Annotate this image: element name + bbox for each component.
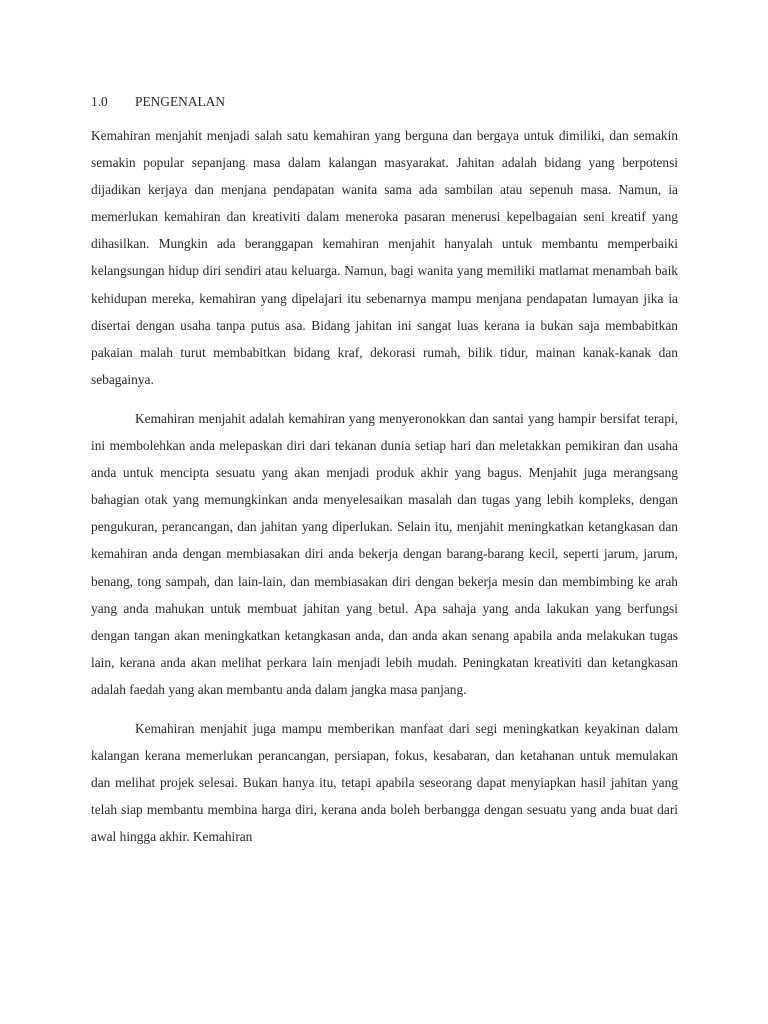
paragraph-1: Kemahiran menjahit menjadi salah satu kemahiran yang berguna dan bergaya untuk dimiliki, dan semakin semakin popular sepanjang masa dalam kalangan masyarakat. Jahitan adalah bidang yang berpotensi dijadikan kerjaya dan menjana pendapatan wanita sama ada sambilan atau sepenuh masa. Namun, ia memerlukan kemahiran dan kreativiti dalam meneroka pasaran menerusi kepelbagaian seni kreatif yang dihasilkan. Mungkin ada beranggapan kemahiran menjahit hanyalah untuk membantu memperbaiki kelangsungan hidup diri sendiri atau keluarga. Namun, bagi wanita yang memiliki matlamat menambah baik kehidupan mereka, kemahiran yang dipelajari itu sebenarnya mampu menjana pendapatan lumayan jika ia disertai dengan usaha tanpa putus asa. Bidang jahitan ini sangat luas kerana ia bukan saja membabitkan pakaian malah turut membabitkan bidang kraf, dekorasi rumah, bilik tidur, mainan kanak-kanak dan sebagainya. [91,128,678,387]
section-heading [91,92,678,112]
paragraph-2: Kemahiran menjahit adalah kemahiran yang menyeronokkan dan santai yang hampir bersifat terapi, ini membolehkan anda melepaskan diri dari tekanan dunia setiap hari dan meletakkan pemikiran dan usaha anda untuk mencipta sesuatu yang akan menjadi produk akhir yang bagus. Menjahit juga merangsang bahagian otak yang memungkinkan anda menyelesaikan masalah dan tugas yang lebih kompleks, dengan pengukuran, perancangan, dan jahitan yang diperlukan. Selain itu, menjahit meningkatkan ketangkasan dan kemahiran anda dengan membiasakan diri anda bekerja dengan barang-barang kecil, seperti jarum, jarum, benang, tong sampah, dan lain-lain, dan membiasakan diri dengan bekerja mesin dan membimbing ke arah yang anda mahukan untuk membuat jahitan yang betul. Apa sahaja yang anda lakukan yang berfungsi dengan tangan akan meningkatkan ketangkasan anda, dan anda akan senang apabila anda melakukan tugas lain, kerana anda akan melihat perkara lain menjadi lebih mudah. Peningkatan kreativiti dan ketangkasan adalah faedah yang akan membantu anda dalam jangka masa panjang. [91,410,678,697]
document-body [91,92,678,862]
section-title: PENGENALAN [135,94,226,109]
paragraph-3: Kemahiran menjahit juga mampu memberikan manfaat dari segi meningkatkan keyakinan dalam kalangan kerana memerlukan perancangan, persiapan, fokus, kesabaran, dan ketahanan untuk memulakan dan melihat projek selesai. Bukan hanya itu, tetapi apabila seseorang dapat menyiapkan hasil jahitan yang telah siap membantu membina harga diri, kerana anda boleh berbangga dengan sesuatu yang anda buat dari awal hingga akhir. Kemahiran [91,720,678,845]
section-number: 1.0 [91,94,108,109]
